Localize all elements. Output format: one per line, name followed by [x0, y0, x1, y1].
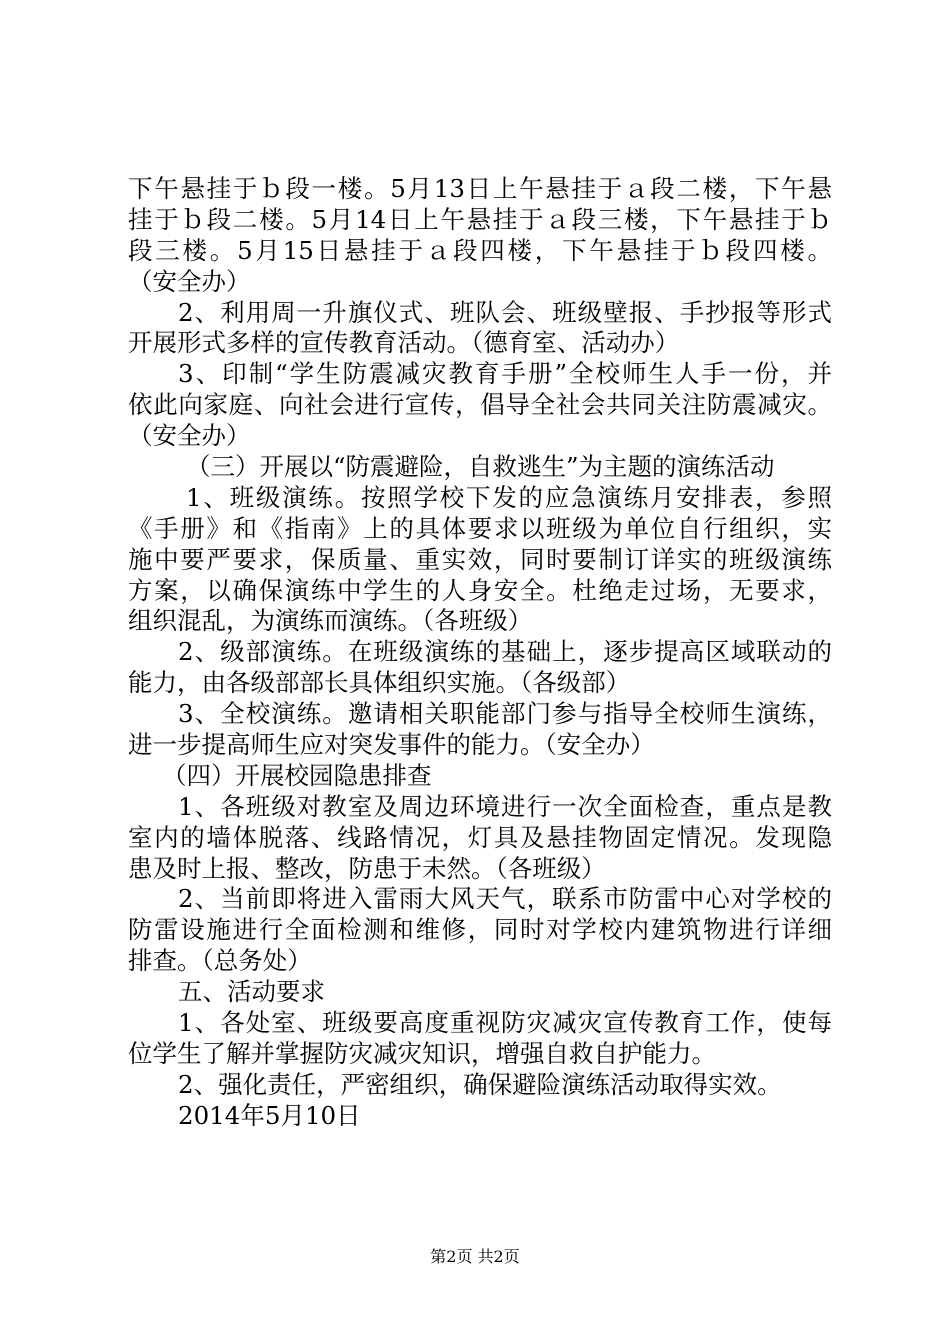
- text-line: 下午悬挂于ｂ段一楼。5月13日上午悬挂于ａ段二楼，下午悬: [128, 174, 832, 203]
- text-line: 3、印制“学生防震减灾教育手册”全校师生人手一份，并: [178, 359, 832, 389]
- section-heading: （四）开展校园隐患排查: [162, 760, 432, 790]
- text-line: 施中要严要求，保质量、重实效，同时要制订详实的班级演练: [128, 544, 832, 574]
- text-line: 依此向家庭、向社会进行宣传，倡导全社会共同关注防震减灾。: [128, 390, 832, 420]
- document-date: 2014年5月10日: [178, 1100, 361, 1130]
- text-line: 位学生了解并掌握防灾减灾知识，增强自救自护能力。: [128, 1038, 716, 1068]
- text-line: 组织混乱，为演练而演练。（各班级）: [128, 606, 533, 636]
- text-line: 1、各班级对教室及周边环境进行一次全面检查，重点是教: [178, 791, 832, 821]
- section-heading: 五、活动要求: [178, 977, 325, 1007]
- text-line: 1、班级演练。按照学校下发的应急演练月安排表，参照: [186, 482, 832, 512]
- text-line: 2、当前即将进入雷雨大风天气，联系市防雷中心对学校的: [178, 884, 832, 914]
- text-line: 防雷设施进行全面检测和维修，同时对学校内建筑物进行详细: [128, 915, 832, 945]
- text-line: 室内的墙体脱落、线路情况，灯具及悬挂物固定情况。发现隐: [128, 822, 832, 852]
- text-line: 1、各处室、班级要高度重视防灾减灾宣传教育工作，使每: [178, 1008, 832, 1038]
- text-line: （安全办）: [128, 266, 251, 296]
- text-line: （安全办）: [128, 421, 251, 451]
- text-line: 进一步提高师生应对突发事件的能力。（安全办）: [128, 730, 655, 760]
- text-line: 《手册》和《指南》上的具体要求以班级为单位自行组织，实: [128, 513, 832, 543]
- text-line: 段三楼。5月15日悬挂于ａ段四楼，下午悬挂于ｂ段四楼。: [128, 235, 832, 265]
- text-line: 2、利用周一升旗仪式、班队会、班级壁报、手抄报等形式: [178, 297, 832, 327]
- text-line: 3、全校演练。邀请相关职能部门参与指导全校师生演练，: [178, 699, 832, 729]
- text-line: 开展形式多样的宣传教育活动。（德育室、活动办）: [128, 328, 680, 358]
- text-line: 2、级部演练。在班级演练的基础上，逐步提高区域联动的: [178, 637, 832, 667]
- page-number-footer: 第2页 共2页: [430, 1247, 520, 1266]
- text-line: 方案，以确保演练中学生的人身安全。杜绝走过场，无要求，: [128, 575, 832, 605]
- text-line: 能力，由各级部部长具体组织实施。（各级部）: [128, 668, 631, 698]
- text-line: 排查。（总务处）: [128, 946, 312, 976]
- section-heading: （三）开展以“防震避险，自救逃生”为主题的演练活动: [186, 452, 775, 482]
- text-line: 挂于ｂ段二楼。5月14日上午悬挂于ａ段三楼，下午悬挂于ｂ: [128, 204, 832, 234]
- text-line: 2、强化责任，严密组织，确保避险演练活动取得实效。: [178, 1069, 782, 1099]
- document-body: [128, 174, 832, 1132]
- text-line: 患及时上报、整改，防患于未然。（各班级）: [128, 853, 606, 883]
